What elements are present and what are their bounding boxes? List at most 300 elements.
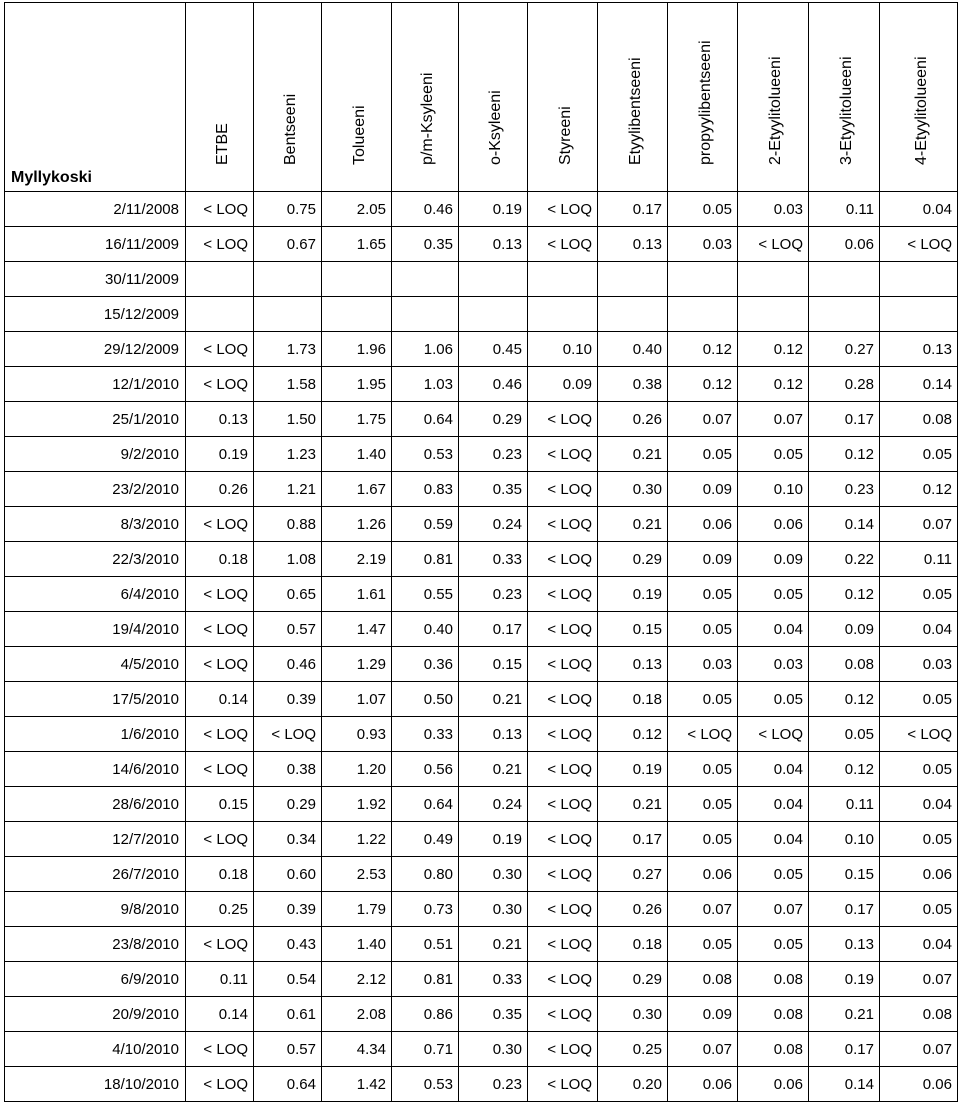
table-cell xyxy=(392,262,459,297)
table-row xyxy=(5,612,958,647)
table-cell: 0.21 xyxy=(459,752,528,787)
table-cell: 0.30 xyxy=(598,997,668,1032)
table-cell: 0.05 xyxy=(809,717,880,752)
table-cell: 1.65 xyxy=(322,227,392,262)
table-row xyxy=(5,262,958,297)
table-cell: 0.09 xyxy=(528,367,598,402)
table-cell: < LOQ xyxy=(528,822,598,857)
table-cell: 1.61 xyxy=(322,577,392,612)
data-table xyxy=(4,2,958,1102)
table-cell: < LOQ xyxy=(528,927,598,962)
table-row xyxy=(5,927,958,962)
table-cell: 0.26 xyxy=(186,472,254,507)
table-cell: 1.92 xyxy=(322,787,392,822)
table-cell: 0.13 xyxy=(598,227,668,262)
table-cell: 0.33 xyxy=(392,717,459,752)
table-cell: 0.57 xyxy=(254,1032,322,1067)
column-header-label: Bentseeni xyxy=(281,93,299,165)
table-cell: 0.05 xyxy=(668,752,738,787)
table-cell: < LOQ xyxy=(528,612,598,647)
column-header-label: p/m-Ksyleeni xyxy=(419,72,436,165)
table-cell xyxy=(528,262,598,297)
table-cell: 0.08 xyxy=(668,962,738,997)
table-cell xyxy=(738,297,809,332)
table-cell: 0.29 xyxy=(254,787,322,822)
table-cell: 0.04 xyxy=(880,927,958,962)
table-cell: 0.21 xyxy=(459,927,528,962)
table-cell: 0.21 xyxy=(809,997,880,1032)
table-cell: 0.09 xyxy=(738,542,809,577)
table-cell: 0.12 xyxy=(738,367,809,402)
table-cell: 0.54 xyxy=(254,962,322,997)
table-cell: 0.06 xyxy=(809,227,880,262)
table-cell: 0.46 xyxy=(459,367,528,402)
table-cell: 0.35 xyxy=(459,997,528,1032)
row-date: 2/11/2008 xyxy=(5,192,186,227)
table-cell: 0.07 xyxy=(880,962,958,997)
row-date: 29/12/2009 xyxy=(5,332,186,367)
table-cell: 0.12 xyxy=(809,682,880,717)
table-cell: 0.33 xyxy=(459,542,528,577)
table-row xyxy=(5,857,958,892)
table-cell: 1.03 xyxy=(392,367,459,402)
column-header xyxy=(186,3,254,192)
table-cell: < LOQ xyxy=(186,927,254,962)
table-cell: < LOQ xyxy=(528,997,598,1032)
table-cell: 0.64 xyxy=(392,787,459,822)
row-date: 15/12/2009 xyxy=(5,297,186,332)
site-name: Myllykoski xyxy=(5,3,186,192)
column-header-label: 4-Etyylitolueeni xyxy=(912,56,930,165)
table-cell: 0.05 xyxy=(668,682,738,717)
table-cell: 0.06 xyxy=(668,857,738,892)
table-cell: 0.04 xyxy=(880,612,958,647)
table-cell: 0.53 xyxy=(392,437,459,472)
table-cell: 1.20 xyxy=(322,752,392,787)
table-cell: 0.05 xyxy=(668,787,738,822)
table-cell: 0.38 xyxy=(254,752,322,787)
table-cell: 0.83 xyxy=(392,472,459,507)
table-cell: 0.11 xyxy=(186,962,254,997)
table-row xyxy=(5,227,958,262)
table-cell: 0.30 xyxy=(459,857,528,892)
table-cell xyxy=(186,297,254,332)
table-cell: 0.23 xyxy=(809,472,880,507)
table-cell: 0.56 xyxy=(392,752,459,787)
table-row xyxy=(5,1067,958,1102)
table-cell: 0.05 xyxy=(738,927,809,962)
row-date: 28/6/2010 xyxy=(5,787,186,822)
table-cell: 0.86 xyxy=(392,997,459,1032)
table-row xyxy=(5,297,958,332)
table-cell: 0.64 xyxy=(392,402,459,437)
table-cell: 0.73 xyxy=(392,892,459,927)
table-cell: < LOQ xyxy=(668,717,738,752)
table-cell: 0.05 xyxy=(738,682,809,717)
table-cell: 0.57 xyxy=(254,612,322,647)
row-date: 1/6/2010 xyxy=(5,717,186,752)
row-date: 9/8/2010 xyxy=(5,892,186,927)
table-cell: < LOQ xyxy=(186,1067,254,1102)
table-cell: 0.23 xyxy=(459,1067,528,1102)
table-cell: 0.65 xyxy=(254,577,322,612)
table-cell xyxy=(186,262,254,297)
table-cell: 0.51 xyxy=(392,927,459,962)
table-cell: < LOQ xyxy=(186,822,254,857)
table-cell: 0.13 xyxy=(459,227,528,262)
table-cell: 0.05 xyxy=(880,682,958,717)
table-cell: 0.05 xyxy=(668,192,738,227)
header-row xyxy=(5,3,958,192)
table-cell: < LOQ xyxy=(186,647,254,682)
table-cell: 0.08 xyxy=(738,997,809,1032)
table-cell xyxy=(459,262,528,297)
table-cell: 0.88 xyxy=(254,507,322,542)
table-cell xyxy=(392,297,459,332)
table-cell: 0.05 xyxy=(738,857,809,892)
table-cell: 0.35 xyxy=(459,472,528,507)
table-cell: 0.10 xyxy=(528,332,598,367)
table-body xyxy=(5,192,958,1102)
table-row xyxy=(5,577,958,612)
table-row xyxy=(5,682,958,717)
table-cell: < LOQ xyxy=(528,437,598,472)
table-cell: 0.15 xyxy=(186,787,254,822)
column-header-label: 3-Etyylitolueeni xyxy=(838,56,855,165)
table-cell: < LOQ xyxy=(186,367,254,402)
table-cell: 0.06 xyxy=(738,507,809,542)
table-cell: < LOQ xyxy=(186,192,254,227)
table-row xyxy=(5,542,958,577)
table-cell: 2.08 xyxy=(322,997,392,1032)
table-cell: 0.25 xyxy=(598,1032,668,1067)
column-header xyxy=(668,3,738,192)
table-cell xyxy=(528,297,598,332)
row-date: 8/3/2010 xyxy=(5,507,186,542)
table-cell: 0.13 xyxy=(459,717,528,752)
table-cell: 0.12 xyxy=(809,577,880,612)
table-cell: < LOQ xyxy=(528,1067,598,1102)
table-cell: 0.06 xyxy=(668,1067,738,1102)
table-cell xyxy=(598,262,668,297)
table-cell: 1.40 xyxy=(322,927,392,962)
table-cell: 0.26 xyxy=(598,892,668,927)
table-cell: 0.05 xyxy=(880,892,958,927)
table-cell: 0.24 xyxy=(459,507,528,542)
table-cell xyxy=(254,297,322,332)
table-cell: 1.08 xyxy=(254,542,322,577)
table-cell xyxy=(738,262,809,297)
table-cell: 0.43 xyxy=(254,927,322,962)
table-cell: 0.07 xyxy=(668,402,738,437)
table-cell: 0.12 xyxy=(668,332,738,367)
table-cell: 1.96 xyxy=(322,332,392,367)
table-cell: 0.40 xyxy=(392,612,459,647)
table-cell: < LOQ xyxy=(880,227,958,262)
table-cell: 0.93 xyxy=(322,717,392,752)
table-row xyxy=(5,367,958,402)
column-header xyxy=(254,3,322,192)
table-row xyxy=(5,1032,958,1067)
table-cell xyxy=(809,297,880,332)
table-cell: 0.04 xyxy=(738,822,809,857)
table-cell: 0.18 xyxy=(186,857,254,892)
table-cell xyxy=(880,297,958,332)
table-cell: 0.14 xyxy=(186,997,254,1032)
table-cell: 0.17 xyxy=(598,822,668,857)
table-cell: 0.06 xyxy=(880,857,958,892)
table-cell: 0.05 xyxy=(738,437,809,472)
table-cell: 0.09 xyxy=(668,542,738,577)
row-date: 6/9/2010 xyxy=(5,962,186,997)
column-header xyxy=(738,3,809,192)
column-header xyxy=(322,3,392,192)
table-cell: 0.05 xyxy=(668,822,738,857)
table-cell: 0.04 xyxy=(880,192,958,227)
table-cell: 0.06 xyxy=(668,507,738,542)
table-cell xyxy=(668,297,738,332)
table-cell: 1.23 xyxy=(254,437,322,472)
table-cell: 0.81 xyxy=(392,542,459,577)
table-cell: 0.06 xyxy=(880,1067,958,1102)
table-cell: 0.15 xyxy=(809,857,880,892)
table-cell: 2.12 xyxy=(322,962,392,997)
table-cell: < LOQ xyxy=(186,1032,254,1067)
column-header-label: o-Ksyleeni xyxy=(487,90,504,165)
table-cell: 0.19 xyxy=(459,822,528,857)
table-cell: 0.24 xyxy=(459,787,528,822)
table-cell: < LOQ xyxy=(528,892,598,927)
table-cell: 0.34 xyxy=(254,822,322,857)
table-cell: < LOQ xyxy=(880,717,958,752)
row-date: 6/4/2010 xyxy=(5,577,186,612)
table-cell: 1.67 xyxy=(322,472,392,507)
table-cell: 0.17 xyxy=(809,1032,880,1067)
table-cell: 0.04 xyxy=(738,612,809,647)
row-date: 26/7/2010 xyxy=(5,857,186,892)
table-cell: 0.15 xyxy=(459,647,528,682)
table-cell: 0.07 xyxy=(880,507,958,542)
table-cell: 0.09 xyxy=(668,472,738,507)
table-cell: 1.22 xyxy=(322,822,392,857)
table-cell: 0.05 xyxy=(668,437,738,472)
table-cell: 1.40 xyxy=(322,437,392,472)
table-cell: 0.12 xyxy=(598,717,668,752)
table-cell: 0.06 xyxy=(738,1067,809,1102)
table-cell: 0.10 xyxy=(738,472,809,507)
table-cell: 0.05 xyxy=(668,612,738,647)
table-row xyxy=(5,507,958,542)
table-row xyxy=(5,892,958,927)
table-cell: 0.07 xyxy=(880,1032,958,1067)
table-cell: 0.80 xyxy=(392,857,459,892)
row-date: 4/10/2010 xyxy=(5,1032,186,1067)
row-date: 18/10/2010 xyxy=(5,1067,186,1102)
table-cell: 1.29 xyxy=(322,647,392,682)
table-cell: 0.05 xyxy=(668,577,738,612)
table-cell: 0.39 xyxy=(254,892,322,927)
table-cell: < LOQ xyxy=(186,332,254,367)
table-cell: < LOQ xyxy=(528,682,598,717)
table-cell: 0.46 xyxy=(254,647,322,682)
table-row xyxy=(5,647,958,682)
table-cell: 0.13 xyxy=(186,402,254,437)
table-cell: 0.75 xyxy=(254,192,322,227)
table-row xyxy=(5,437,958,472)
table-cell: 0.05 xyxy=(880,752,958,787)
table-cell: < LOQ xyxy=(528,1032,598,1067)
table-row xyxy=(5,402,958,437)
table-cell: 0.23 xyxy=(459,577,528,612)
table-cell: < LOQ xyxy=(186,577,254,612)
table-cell: 0.19 xyxy=(598,577,668,612)
table-cell: 0.08 xyxy=(738,962,809,997)
column-header-label: 2-Etyylitolueeni xyxy=(767,56,784,165)
table-cell: 1.79 xyxy=(322,892,392,927)
table-cell: 0.19 xyxy=(459,192,528,227)
row-date: 12/7/2010 xyxy=(5,822,186,857)
table-cell: 0.08 xyxy=(738,1032,809,1067)
table-cell: < LOQ xyxy=(528,402,598,437)
table-cell: 0.17 xyxy=(598,192,668,227)
table-cell xyxy=(809,262,880,297)
column-header-label: Etyylibentseeni xyxy=(626,57,644,165)
table-row xyxy=(5,752,958,787)
table-cell: 0.67 xyxy=(254,227,322,262)
table-row xyxy=(5,822,958,857)
table-cell: 0.17 xyxy=(809,402,880,437)
table-row xyxy=(5,717,958,752)
table-cell: < LOQ xyxy=(186,717,254,752)
table-cell: 0.38 xyxy=(598,367,668,402)
table-cell: 0.08 xyxy=(880,997,958,1032)
table-cell: 1.73 xyxy=(254,332,322,367)
table-cell: < LOQ xyxy=(186,612,254,647)
table-cell: 4.34 xyxy=(322,1032,392,1067)
table-cell: 0.29 xyxy=(598,542,668,577)
table-cell: 0.07 xyxy=(668,1032,738,1067)
row-date: 4/5/2010 xyxy=(5,647,186,682)
table-cell: < LOQ xyxy=(528,857,598,892)
table-cell: 0.45 xyxy=(459,332,528,367)
table-cell: 0.05 xyxy=(668,927,738,962)
table-cell: 0.05 xyxy=(880,437,958,472)
table-cell: 0.07 xyxy=(738,892,809,927)
table-cell: < LOQ xyxy=(528,577,598,612)
table-cell: < LOQ xyxy=(186,752,254,787)
table-cell xyxy=(322,297,392,332)
table-cell: 0.05 xyxy=(738,577,809,612)
table-cell: 1.21 xyxy=(254,472,322,507)
row-date: 19/4/2010 xyxy=(5,612,186,647)
table-cell: 0.19 xyxy=(186,437,254,472)
table-cell xyxy=(254,262,322,297)
table-cell: 0.21 xyxy=(598,437,668,472)
table-cell: 0.21 xyxy=(598,507,668,542)
table-cell: 0.04 xyxy=(738,752,809,787)
table-cell: < LOQ xyxy=(528,472,598,507)
table-cell: 0.23 xyxy=(459,437,528,472)
table-cell: 0.46 xyxy=(392,192,459,227)
row-date: 30/11/2009 xyxy=(5,262,186,297)
table-cell: 0.12 xyxy=(880,472,958,507)
table-cell: < LOQ xyxy=(738,227,809,262)
table-cell: 0.27 xyxy=(598,857,668,892)
table-cell: 0.28 xyxy=(809,367,880,402)
column-header-label: Styreeni xyxy=(556,106,574,165)
table-cell: 0.05 xyxy=(880,577,958,612)
table-cell: 0.30 xyxy=(598,472,668,507)
row-date: 14/6/2010 xyxy=(5,752,186,787)
row-date: 23/2/2010 xyxy=(5,472,186,507)
column-header xyxy=(459,3,528,192)
table-cell: < LOQ xyxy=(738,717,809,752)
table-cell: 1.42 xyxy=(322,1067,392,1102)
table-cell: 0.19 xyxy=(598,752,668,787)
table-cell: 0.11 xyxy=(880,542,958,577)
table-cell: < LOQ xyxy=(528,787,598,822)
table-cell: < LOQ xyxy=(528,647,598,682)
table-cell: 0.35 xyxy=(392,227,459,262)
table-cell: 0.07 xyxy=(738,402,809,437)
table-cell: < LOQ xyxy=(528,192,598,227)
table-cell: 0.09 xyxy=(809,612,880,647)
table-cell: 0.03 xyxy=(880,647,958,682)
table-cell: 0.08 xyxy=(809,647,880,682)
table-cell: 0.40 xyxy=(598,332,668,367)
table-cell: 1.75 xyxy=(322,402,392,437)
table-cell xyxy=(598,297,668,332)
table-cell: 0.81 xyxy=(392,962,459,997)
table-cell: 0.04 xyxy=(880,787,958,822)
table-cell: 0.05 xyxy=(880,822,958,857)
column-header xyxy=(880,3,958,192)
table-cell: 0.59 xyxy=(392,507,459,542)
table-cell: 0.13 xyxy=(880,332,958,367)
column-header xyxy=(809,3,880,192)
table-cell: 0.29 xyxy=(459,402,528,437)
table-cell: 0.21 xyxy=(598,787,668,822)
table-cell xyxy=(668,262,738,297)
table-cell: 0.12 xyxy=(668,367,738,402)
table-cell: 1.06 xyxy=(392,332,459,367)
table-cell: < LOQ xyxy=(528,507,598,542)
row-date: 12/1/2010 xyxy=(5,367,186,402)
table-cell: 1.26 xyxy=(322,507,392,542)
table-row xyxy=(5,997,958,1032)
row-date: 23/8/2010 xyxy=(5,927,186,962)
table-cell: 1.50 xyxy=(254,402,322,437)
table-cell: 0.12 xyxy=(809,437,880,472)
table-cell: 0.49 xyxy=(392,822,459,857)
table-cell: 0.29 xyxy=(598,962,668,997)
table-cell: < LOQ xyxy=(528,962,598,997)
table-cell: 0.22 xyxy=(809,542,880,577)
table-cell: 0.26 xyxy=(598,402,668,437)
row-date: 9/2/2010 xyxy=(5,437,186,472)
table-cell: < LOQ xyxy=(186,507,254,542)
table-cell: < LOQ xyxy=(528,717,598,752)
table-cell: 0.64 xyxy=(254,1067,322,1102)
table-cell xyxy=(322,262,392,297)
table-row xyxy=(5,332,958,367)
table-cell: < LOQ xyxy=(528,542,598,577)
row-date: 17/5/2010 xyxy=(5,682,186,717)
table-cell: 2.53 xyxy=(322,857,392,892)
table-row xyxy=(5,472,958,507)
table-cell: 0.53 xyxy=(392,1067,459,1102)
table-cell: 0.11 xyxy=(809,192,880,227)
